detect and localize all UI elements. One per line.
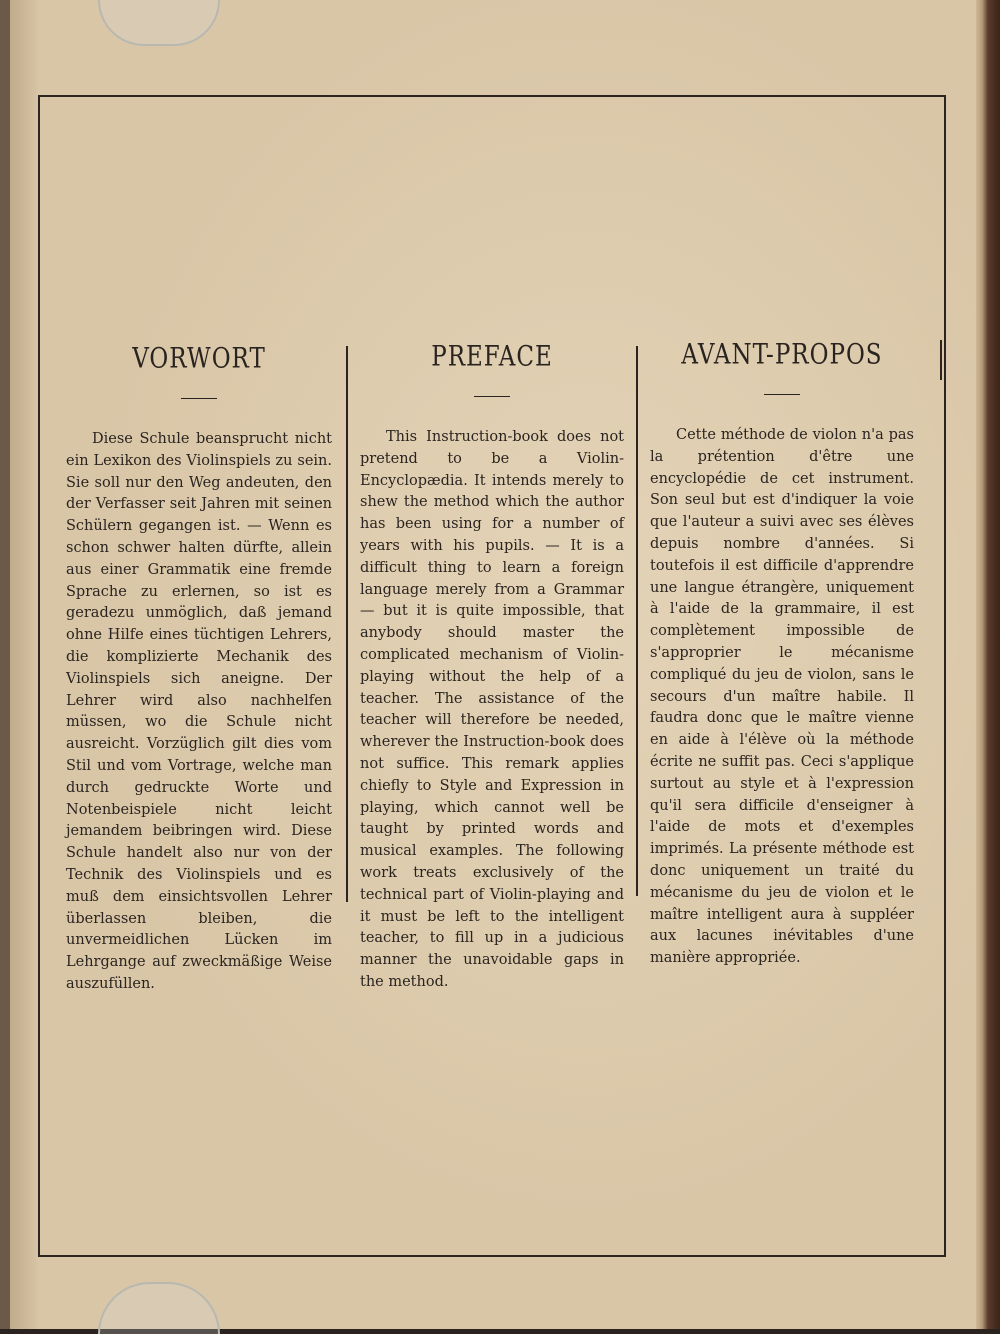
french-body: Cette méthode de violon n'a pas la prétention d'être une encyclopédie de cet instrument. Son seul but est d'indiquer la voie que l'auteur a suivi avec ses élèves depuis nombre d'années. Si toutefois il est difficile d'apprendre une langue étrangère, uniquement à l'aide de la grammaire, il est complètement impossible de s'approprier le mécanisme compliqué du jeu de violon, sans le secours d'un maître habile. Il faudra donc que le maître vienne en aide à l'élève où la méthode écrite ne suffit pas. Ceci s'applique surtout au style et à l'expression qu'il sera difficile d'enseigner à l'aide de mots et d'exemples imprimés. La présente méthode est donc uniquement un traité du mécanisme du jeu de violon et le maître intelligent aura à suppléer aux lacunes inévitables d'une manière appropriée. bbox=[650, 427, 914, 967]
column-divider-right bbox=[636, 346, 638, 896]
page-clip-bottom bbox=[98, 1282, 220, 1334]
german-body: Diese Schule beansprucht nicht ein Lexikon des Violinspiels zu sein. Sie soll nur den Weg andeuten, den der Verfasser seit Jahren mit seinen Schülern gegangen ist. — Wenn es schon schwer halten dürfte, allein aus einer Grammatik eine fremde Sprache zu erlernen, so ist es geradezu unmöglich, daß jemand ohne Hilfe eines tüchtigen Lehrers, die komplizierte Mechanik des Violinspiels sich aneigne. Der Lehrer wird also nachhelfen müssen, wo die Schule nicht ausreicht. Vorzüglich gilt dies vom Stil und vom Vortrage, welche man durch gedruckte Worte und Notenbeispiele nicht leicht jemandem beibringen wird. Diese Schule handelt also nur von der Technik des Violinspiels und es muß dem einsichtsvollen Lehrer überlassen bleiben, die unvermeidlichen Lücken im Lehrgange auf zweckmäßige Weise auszufüllen. bbox=[66, 431, 332, 992]
english-body: This Instruction-book does not pretend to be a Violin-Encyclopædia. It intends merely to shew the method which the author has been using for a number of years with his pupils. — It is a difficult thing to learn a foreign language merely from a Grammar — but it is quite impossible, that anybody should master the complicated mechanism of Violin-playing without the help of a teacher. The assistance of the teacher will therefore be needed, wherever the Instruction-book does not suffice. This remark applies chiefly to Style and Expression in playing, which cannot well be taught by printed words and musical examples. The following work treats exclusively of the technical part of Violin-playing and it must be left to the intelligent teacher, to fill up in a judicious manner the unavoidable gaps in the method. bbox=[360, 429, 624, 990]
french-column bbox=[650, 338, 914, 970]
german-column bbox=[66, 342, 332, 996]
french-title-rule bbox=[764, 394, 800, 395]
column-divider-edge bbox=[940, 340, 942, 380]
english-title: PREFACE bbox=[431, 341, 553, 373]
french-title: AVANT-PROPOS bbox=[681, 339, 883, 371]
column-divider-left bbox=[346, 346, 348, 902]
english-title-rule bbox=[474, 396, 510, 397]
english-column bbox=[360, 340, 624, 994]
german-title: VORWORT bbox=[132, 343, 266, 375]
german-title-rule bbox=[181, 398, 217, 399]
page-clip-top bbox=[98, 0, 220, 46]
page-edge bbox=[976, 0, 1000, 1329]
book-binding bbox=[0, 0, 10, 1329]
